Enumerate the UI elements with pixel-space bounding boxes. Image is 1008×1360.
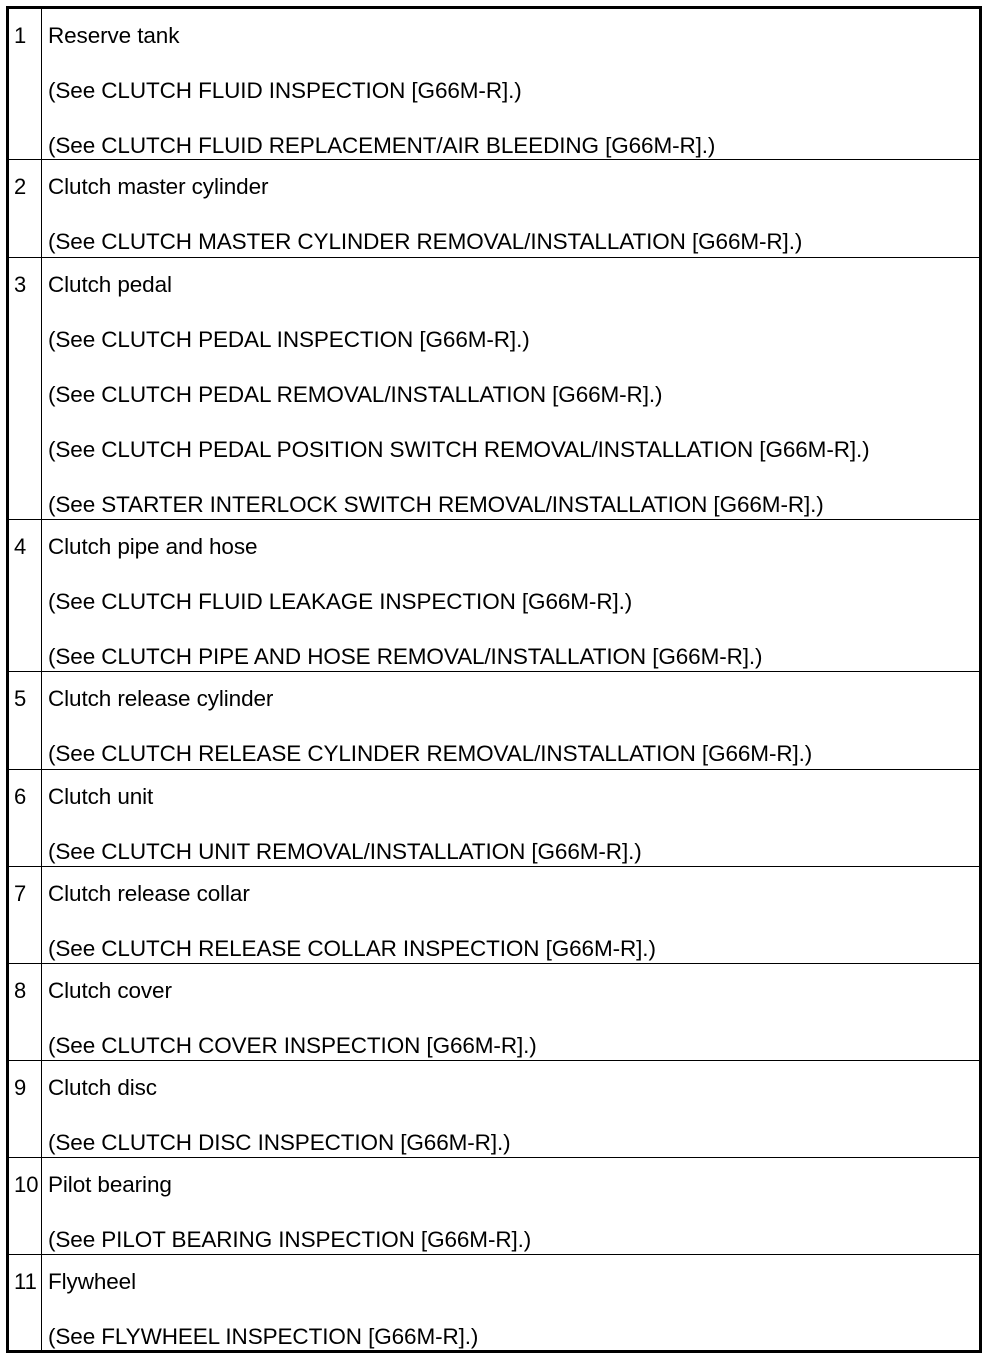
reference-link[interactable]: (See CLUTCH FLUID REPLACEMENT/AIR BLEEDING [G66M-R].) bbox=[48, 133, 716, 158]
item-number: 11 bbox=[8, 1255, 42, 1352]
reference-link[interactable]: (See CLUTCH PEDAL POSITION SWITCH REMOVAL/INSTALLATION [G66M-R].) bbox=[48, 437, 870, 462]
table-row bbox=[8, 1255, 981, 1352]
item-name: Clutch pedal bbox=[48, 272, 172, 297]
item-number: 5 bbox=[8, 672, 42, 770]
reference-link[interactable]: (See CLUTCH PIPE AND HOSE REMOVAL/INSTALLATION [G66M-R].) bbox=[48, 644, 763, 669]
reference-link[interactable]: (See CLUTCH MASTER CYLINDER REMOVAL/INSTALLATION [G66M-R].) bbox=[48, 229, 803, 254]
parts-table bbox=[6, 6, 982, 1353]
item-content bbox=[42, 8, 981, 160]
reference-link[interactable]: (See CLUTCH PEDAL REMOVAL/INSTALLATION [G66M-R].) bbox=[48, 382, 663, 407]
item-number: 3 bbox=[8, 258, 42, 520]
reference-link[interactable]: (See CLUTCH FLUID INSPECTION [G66M-R].) bbox=[48, 78, 522, 103]
table-row bbox=[8, 1158, 981, 1255]
item-name: Clutch master cylinder bbox=[48, 174, 269, 199]
item-number: 8 bbox=[8, 964, 42, 1061]
reference-link[interactable]: (See CLUTCH COVER INSPECTION [G66M-R].) bbox=[48, 1033, 537, 1058]
reference-link[interactable]: (See CLUTCH PEDAL INSPECTION [G66M-R].) bbox=[48, 327, 530, 352]
item-name: Clutch cover bbox=[48, 978, 172, 1003]
item-number: 2 bbox=[8, 160, 42, 258]
item-number: 10 bbox=[8, 1158, 42, 1255]
item-name: Reserve tank bbox=[48, 23, 180, 48]
table-row bbox=[8, 8, 981, 160]
table-row bbox=[8, 964, 981, 1061]
table-row bbox=[8, 867, 981, 964]
item-name: Clutch release collar bbox=[48, 881, 250, 906]
item-content bbox=[42, 867, 981, 964]
item-name: Clutch disc bbox=[48, 1075, 157, 1100]
reference-link[interactable]: (See PILOT BEARING INSPECTION [G66M-R].) bbox=[48, 1227, 532, 1252]
reference-link[interactable]: (See CLUTCH UNIT REMOVAL/INSTALLATION [G66M-R].) bbox=[48, 839, 642, 864]
item-number: 7 bbox=[8, 867, 42, 964]
item-content bbox=[42, 520, 981, 672]
reference-link[interactable]: (See CLUTCH RELEASE COLLAR INSPECTION [G66M-R].) bbox=[48, 936, 656, 961]
item-content bbox=[42, 770, 981, 867]
table-row bbox=[8, 1061, 981, 1158]
table-row bbox=[8, 520, 981, 672]
reference-link[interactable]: (See CLUTCH RELEASE CYLINDER REMOVAL/INSTALLATION [G66M-R].) bbox=[48, 741, 813, 766]
item-name: Flywheel bbox=[48, 1269, 136, 1294]
item-content bbox=[42, 160, 981, 258]
item-number: 6 bbox=[8, 770, 42, 867]
item-content bbox=[42, 1158, 981, 1255]
reference-link[interactable]: (See CLUTCH FLUID LEAKAGE INSPECTION [G66M-R].) bbox=[48, 589, 633, 614]
item-content bbox=[42, 964, 981, 1061]
item-content bbox=[42, 1255, 981, 1352]
item-name: Pilot bearing bbox=[48, 1172, 172, 1197]
item-content bbox=[42, 672, 981, 770]
item-content bbox=[42, 1061, 981, 1158]
reference-link[interactable]: (See FLYWHEEL INSPECTION [G66M-R].) bbox=[48, 1324, 479, 1349]
item-name: Clutch release cylinder bbox=[48, 686, 274, 711]
item-number: 4 bbox=[8, 520, 42, 672]
parts-table-body bbox=[8, 8, 981, 1352]
table-row bbox=[8, 672, 981, 770]
item-name: Clutch pipe and hose bbox=[48, 534, 258, 559]
table-row bbox=[8, 258, 981, 520]
reference-link[interactable]: (See STARTER INTERLOCK SWITCH REMOVAL/INSTALLATION [G66M-R].) bbox=[48, 492, 824, 517]
item-content bbox=[42, 258, 981, 520]
item-name: Clutch unit bbox=[48, 784, 154, 809]
table-row bbox=[8, 160, 981, 258]
item-number: 9 bbox=[8, 1061, 42, 1158]
table-row bbox=[8, 770, 981, 867]
item-number: 1 bbox=[8, 8, 42, 160]
reference-link[interactable]: (See CLUTCH DISC INSPECTION [G66M-R].) bbox=[48, 1130, 511, 1155]
